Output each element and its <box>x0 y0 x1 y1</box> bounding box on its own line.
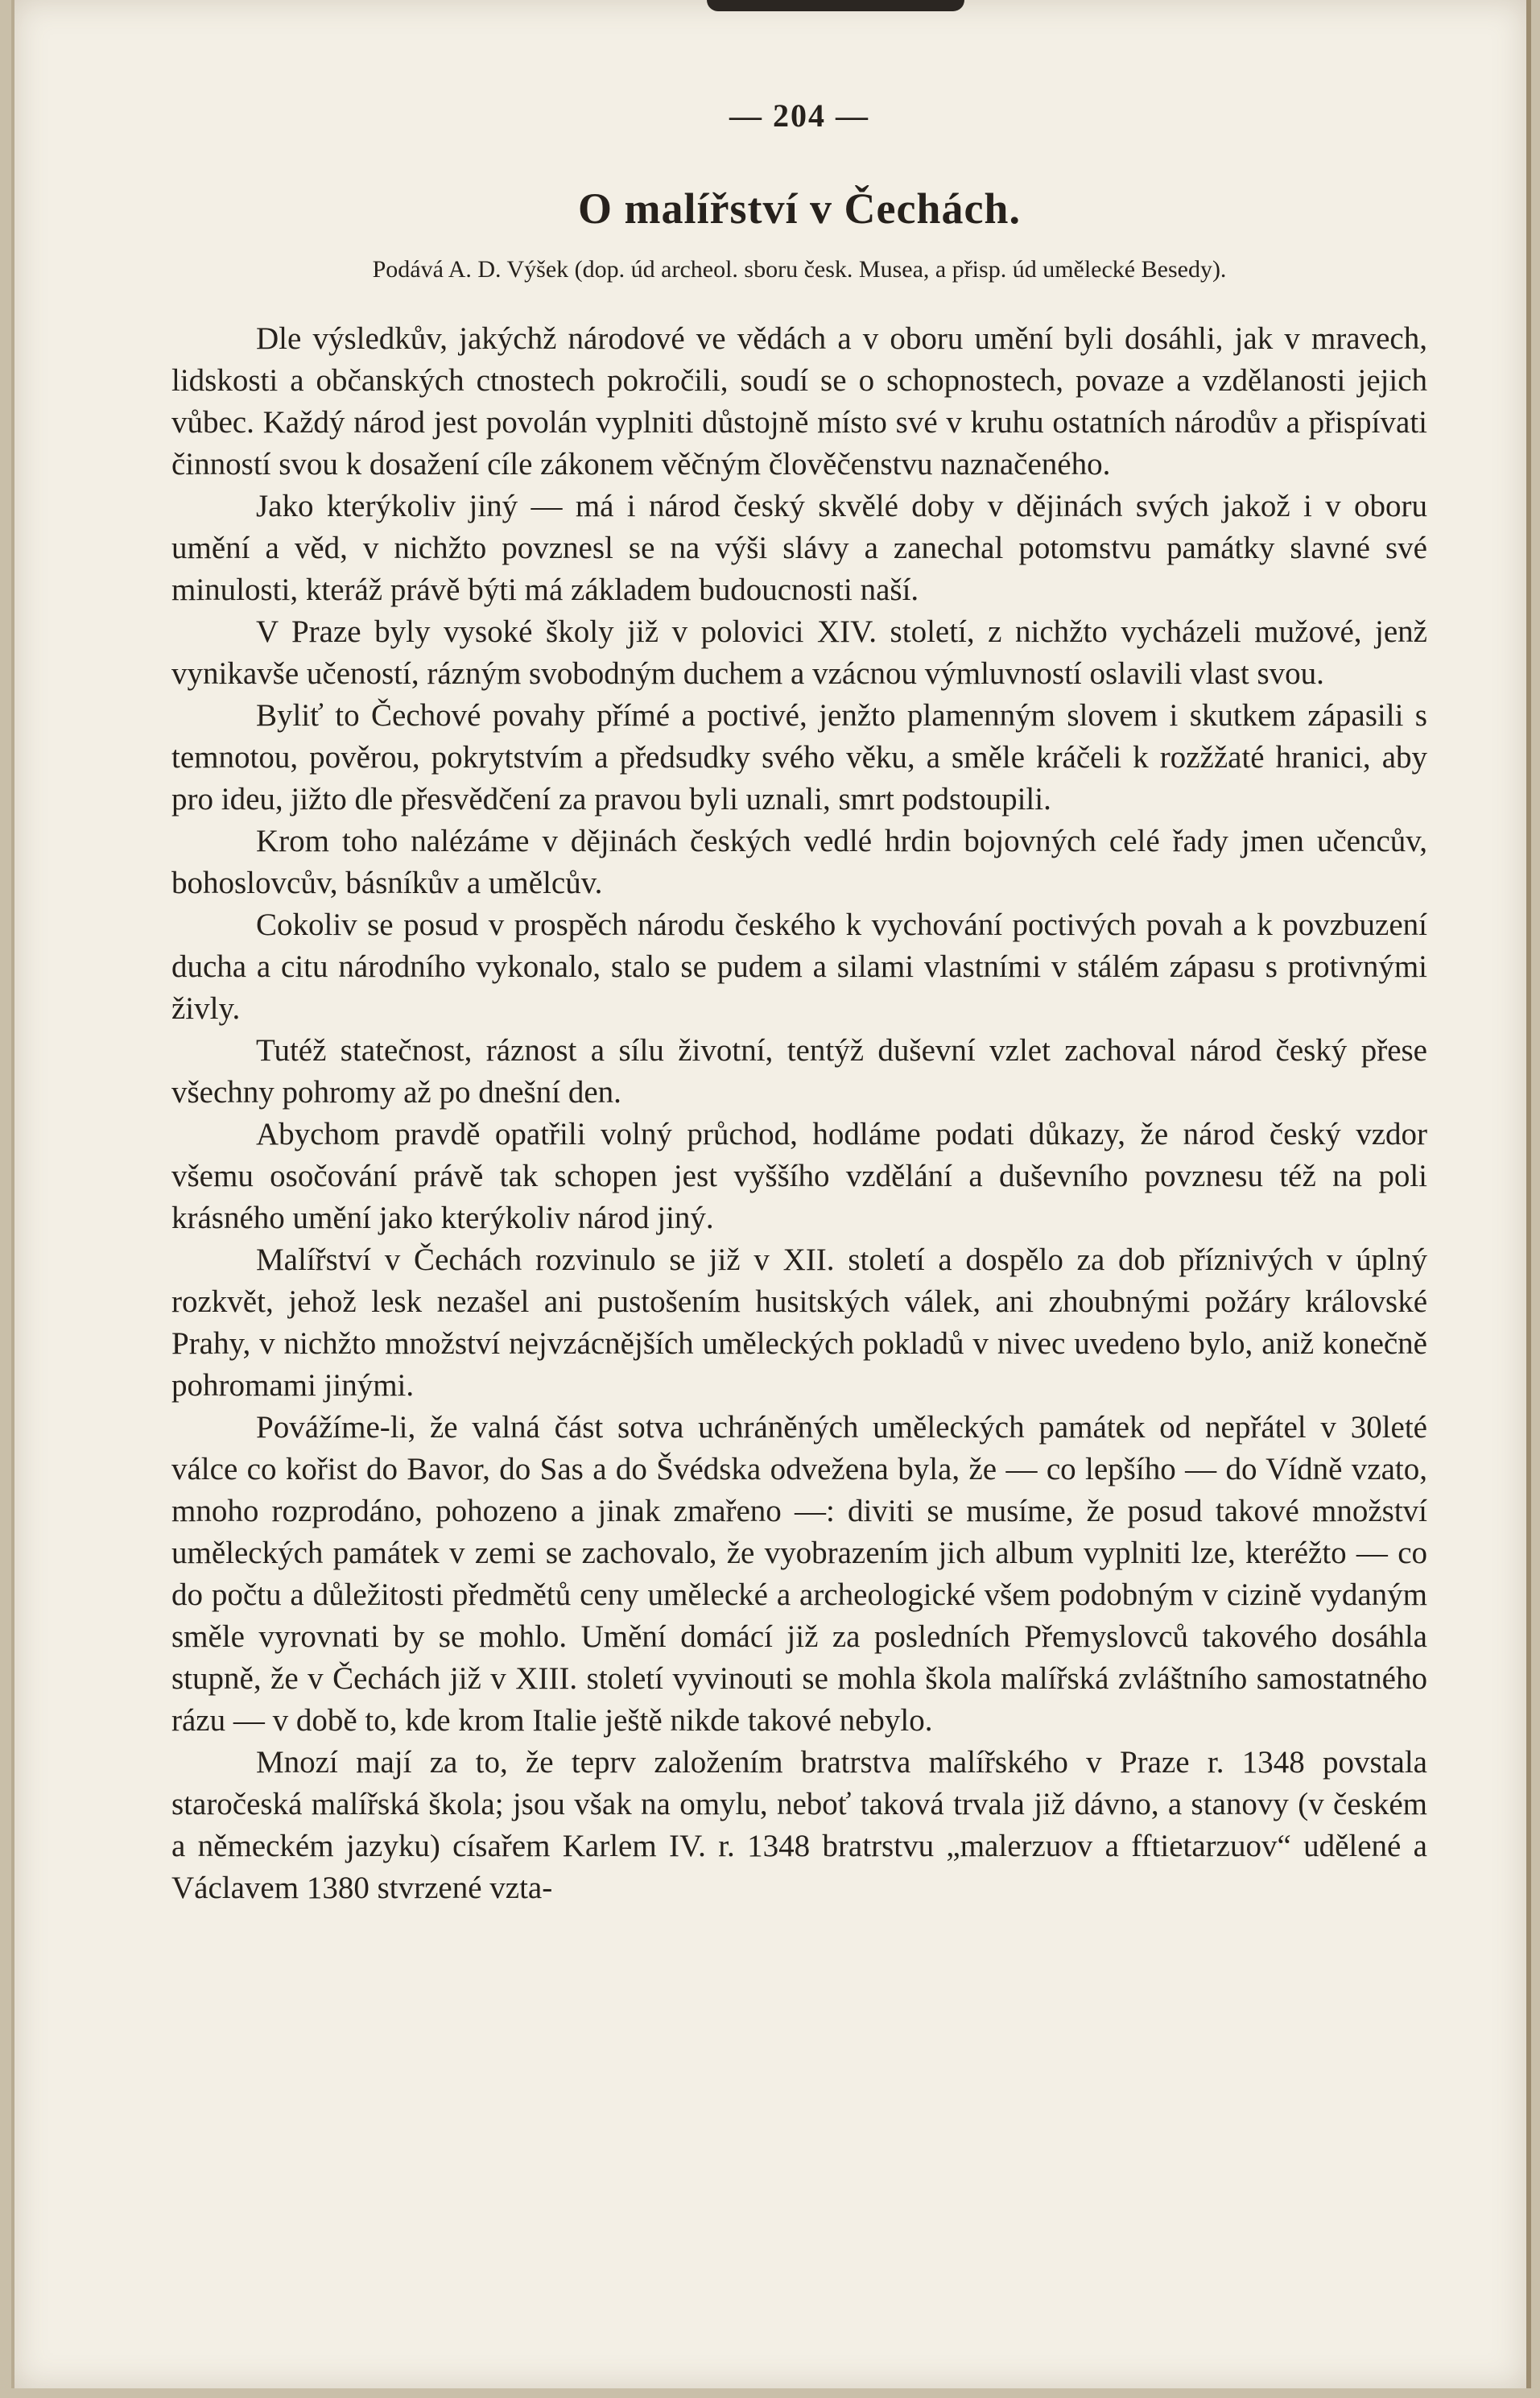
binding-mark <box>707 0 964 11</box>
paragraph: Povážíme-li, že valná část sotva uchráněných uměleckých památek od nepřátel v 30leté válce co kořist do Bavor, do Sas a do Švédska odvežena byla, že — co lepšího — do Vídně vzato, mnoho rozprodáno, pohozeno a jinak zmařeno —: diviti se musíme, že posud takové množství uměleckých památek v zemi se zachovalo, že vyobrazením jich album vyplniti lze, kteréžto — co do počtu a důležitosti předmětů ceny umělecké a archeologické všem podobným v cizině vydaným směle vyrovnati by se mohlo. Umění domácí již za posledních Přemyslovců takového dosáhla stupně, že v Čechách již v XIII. století vyvinouti se mohla škola malířská zvláštního samostatného rázu — v době to, kde krom Italie ještě nikde takové nebylo. <box>171 1410 1427 1738</box>
page-number: — 204 — <box>729 97 869 134</box>
paragraph: Krom toho nalézáme v dějinách českých vedlé hrdin bojovných celé řady jmen učencův, bohoslovcův, básníkův a umělcův. <box>171 824 1427 900</box>
paragraph: Byliť to Čechové povahy přímé a poctivé, jenžto plamenným slovem i skutkem zápasili s temnotou, pověrou, pokrytstvím a předsudky svého věku, a směle kráčeli k rozžžaté hranici, aby pro ideu, jižto dle přesvědčení za pravou byli uznali, smrt podstoupili. <box>171 698 1427 817</box>
article-body <box>171 318 1427 1909</box>
paragraph: Mnozí mají za to, že teprv založením bratrstva malířského v Praze r. 1348 povstala staročeská malířská škola; jsou však na omylu, neboť taková trvala již dávno, a stanovy (v českém a německém jazyku) císařem Karlem IV. r. 1348 bratrstvu „malerzuov a fftietarzuov“ udělené a Václavem 1380 stvrzené vzta- <box>171 1745 1427 1905</box>
paragraph: Jako kterýkoliv jiný — má i národ český skvělé doby v dějinách svých jakož i v oboru umění a věd, v nichžto povznesl se na výši slávy a zanechal potomstvu památky slavné své minulosti, kteráž právě býti má základem budoucnosti naší. <box>171 489 1427 607</box>
paragraph: Cokoliv se posud v prospěch národu českého k vychování poctivých povah a k povzbuzení ducha a citu národního vykonalo, stalo se pudem a silami vlastními v stálém zápasu s protivnými živly. <box>171 908 1427 1026</box>
paragraph: Malířství v Čechách rozvinulo se již v XII. století a dospělo za dob příznivých v úplný rozkvět, jehož lesk nezašel ani pustošením husitských válek, ani zhoubnými požáry královské Prahy, v nichžto množství nejvzácnějších uměleckých pokladů v nivec uvedeno bylo, aniž konečně pohromami jinými. <box>171 1242 1427 1403</box>
page-sheet <box>11 0 1531 2388</box>
article-title: O malířství v Čechách. <box>578 184 1021 233</box>
paragraph: Tutéž statečnost, ráznost a sílu životní, tentýž duševní vzlet zachoval národ český přese všechny pohromy až po dnešní den. <box>171 1033 1427 1110</box>
paragraph: Abychom pravdě opatřili volný průchod, hodláme podati důkazy, že národ český vzdor všemu osočování právě tak schopen jest vyššího vzdělání a duševního povznesu též na poli krásného umění jako kterýkoliv národ jiný. <box>171 1117 1427 1235</box>
paragraph: Dle výsledkův, jakýchž národové ve vědách a v oboru umění byli dosáhli, jak v mravech, lidskosti a občanských ctnostech pokročili, soudí se o schopnostech, povaze a vzdělanosti jejich vůbec. Každý národ jest povolán vyplniti důstojně místo své v kruhu ostatních národův a přispívati činností svou k dosažení cíle zákonem věčným člověčenstvu naznačeného. <box>171 321 1427 482</box>
article-byline: Podává A. D. Výšek (dop. úd archeol. sboru česk. Musea, a přisp. úd umělecké Besedy). <box>372 256 1227 283</box>
paragraph: V Praze byly vysoké školy již v polovici XIV. století, z nichžto vycházeli mužové, jenž vynikavše učeností, rázným svobodným duchem a vzácnou výmluvností oslavili vlast svou. <box>171 614 1427 691</box>
